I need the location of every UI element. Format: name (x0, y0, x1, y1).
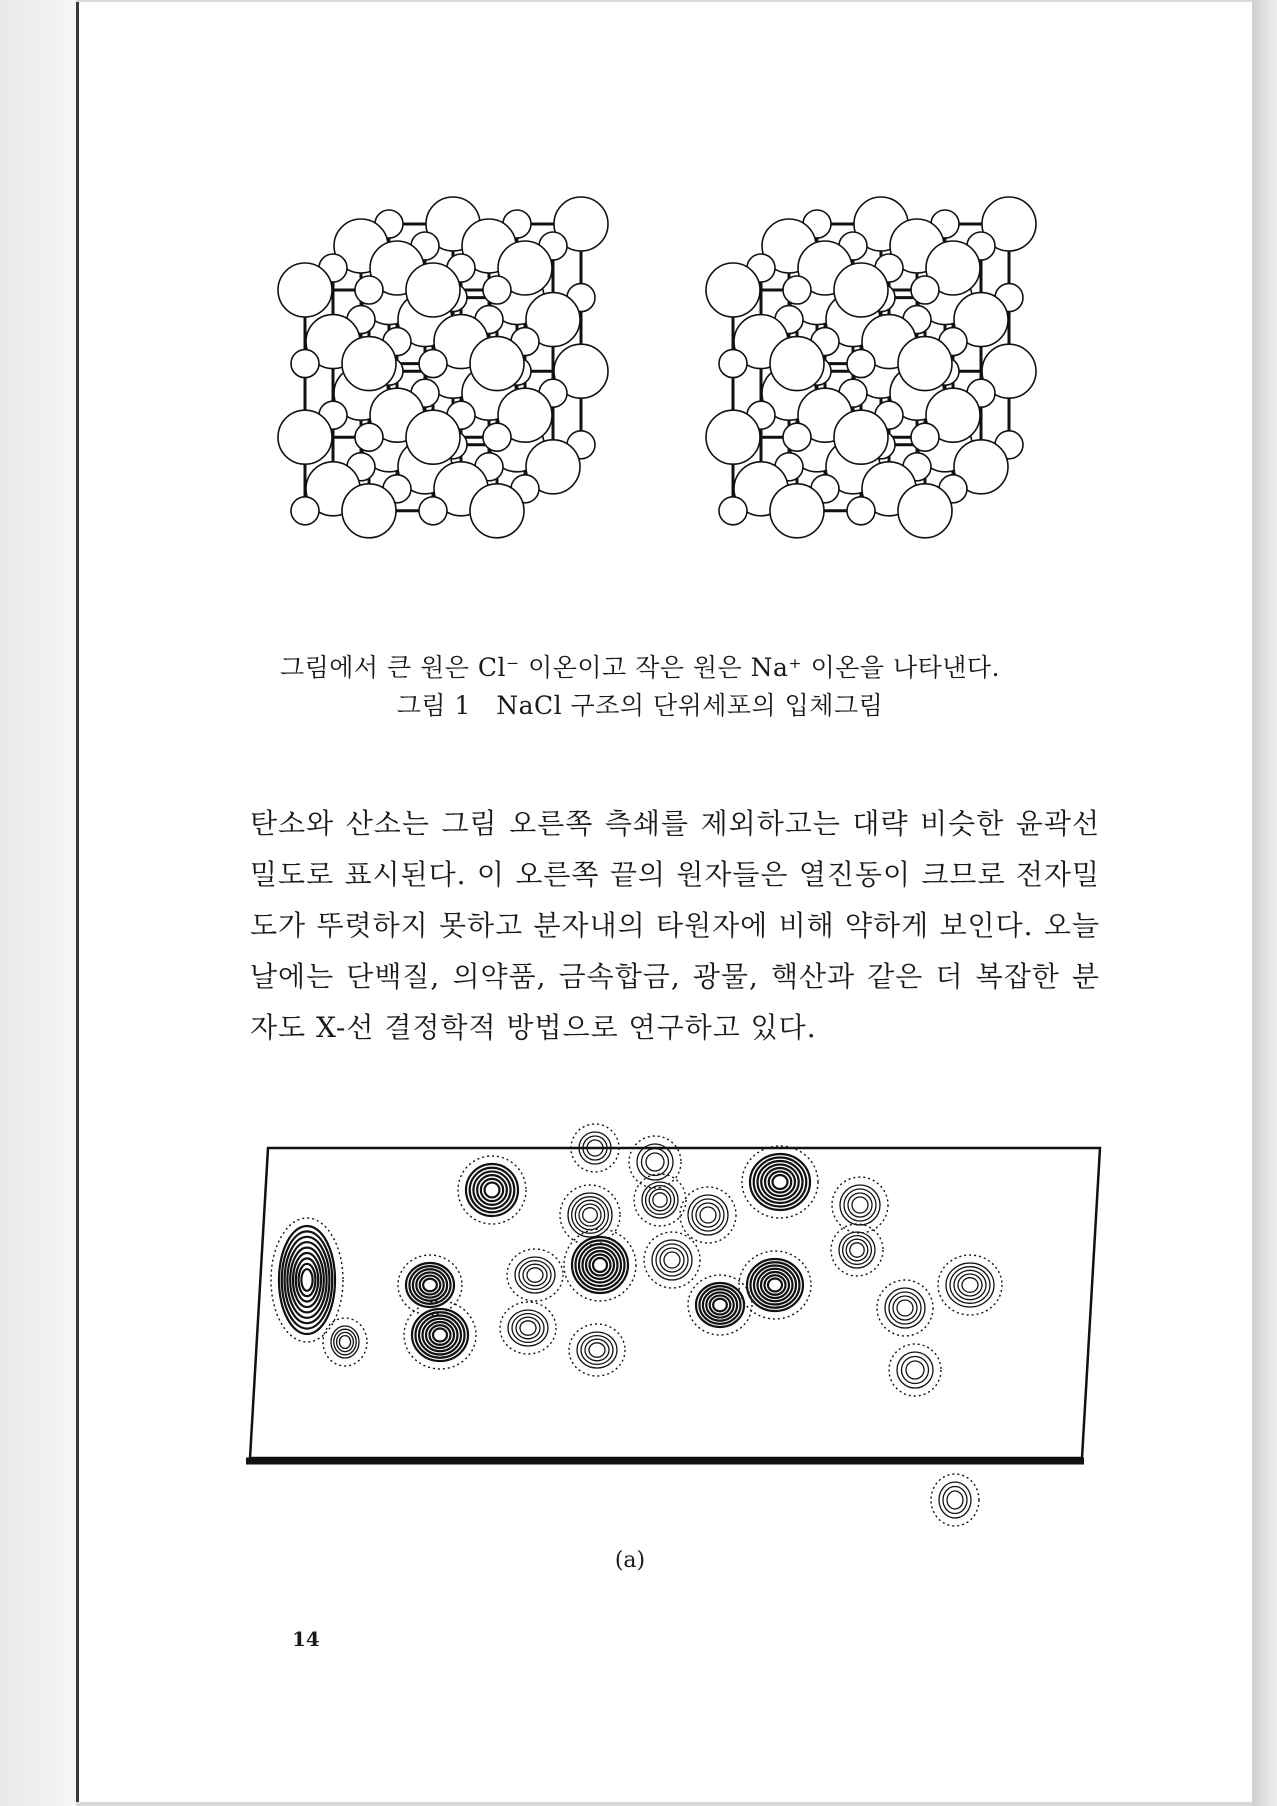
cl-ion (470, 484, 524, 538)
density-contour-outer (560, 1185, 620, 1245)
density-contour (568, 1193, 612, 1237)
density-contour (897, 1352, 933, 1388)
figure-1-caption-line-2: 그림 1 NaCl 구조의 단위세포의 입체그림 (396, 691, 884, 720)
density-contour (750, 1154, 810, 1210)
na-ion (911, 276, 939, 304)
na-ion (419, 350, 447, 378)
density-contour (520, 1321, 536, 1335)
density-contour (527, 1268, 543, 1282)
density-contour (850, 1243, 864, 1257)
density-contour (939, 1482, 971, 1518)
density-contour (589, 1343, 605, 1357)
density-contour (412, 1309, 468, 1361)
density-contour (692, 1199, 724, 1231)
density-contour (646, 1186, 675, 1215)
cl-ion (406, 410, 460, 464)
na-ion (783, 423, 811, 451)
density-contour (423, 1279, 437, 1292)
density-contour (331, 1326, 359, 1358)
density-contour (473, 1171, 510, 1208)
density-contour (577, 1332, 617, 1368)
cl-ion (278, 263, 332, 317)
na-ion (847, 497, 875, 525)
density-contour (512, 1314, 544, 1343)
nacl-lattice-figure (0, 0, 1277, 640)
density-contour (339, 1336, 350, 1349)
density-contour (747, 1259, 803, 1311)
density-contour (962, 1278, 978, 1293)
density-contour (423, 1319, 458, 1352)
density-contour (768, 1279, 782, 1292)
cl-ion (706, 263, 760, 317)
cl-ion (834, 410, 888, 464)
density-contour (485, 1183, 500, 1198)
density-contour (946, 1263, 994, 1307)
density-contour (897, 1300, 913, 1316)
cl-ion (406, 263, 460, 317)
density-contour (703, 1289, 737, 1320)
density-contour (947, 1491, 963, 1509)
density-contour (950, 1267, 990, 1304)
density-contour (954, 1270, 986, 1299)
figure-2-sub-label: (a) (614, 1548, 646, 1573)
density-contour (688, 1195, 728, 1235)
na-ion (847, 350, 875, 378)
na-ion (483, 423, 511, 451)
cl-ion (342, 484, 396, 538)
density-contour-outer (458, 1156, 526, 1224)
density-contour (844, 1189, 876, 1221)
na-ion (355, 423, 383, 451)
density-contour (652, 1240, 692, 1280)
density-contour (293, 1253, 321, 1307)
density-contour (301, 1269, 312, 1291)
density-contour (761, 1165, 799, 1200)
density-contour (593, 1258, 607, 1272)
na-ion (719, 497, 747, 525)
cl-ion (470, 337, 524, 391)
cl-ion (770, 337, 824, 391)
density-contour (664, 1252, 680, 1268)
density-contour (700, 1207, 716, 1223)
density-contour-outer (323, 1318, 367, 1366)
na-ion (783, 276, 811, 304)
na-ion (291, 497, 319, 525)
page-number: 14 (292, 1627, 320, 1651)
cl-ion (898, 484, 952, 538)
density-contour-outer (938, 1255, 1002, 1315)
density-contour (572, 1197, 609, 1234)
na-ion (911, 423, 939, 451)
density-contour (508, 1310, 548, 1346)
density-contour (583, 1208, 598, 1223)
density-contour (656, 1244, 688, 1276)
na-ion (719, 350, 747, 378)
density-contour (572, 1237, 628, 1293)
cl-ion (898, 337, 952, 391)
density-contour (583, 1248, 618, 1283)
cl-ion (706, 410, 760, 464)
density-contour (758, 1269, 793, 1302)
density-contour (885, 1288, 925, 1328)
density-contour (413, 1269, 447, 1300)
density-contour (713, 1299, 727, 1312)
density-contour (515, 1257, 555, 1293)
density-contour (581, 1336, 613, 1365)
density-contour (839, 1232, 875, 1268)
density-contour (653, 1193, 667, 1207)
na-ion (291, 350, 319, 378)
cl-ion (770, 484, 824, 538)
density-contour (843, 1236, 872, 1265)
density-contour (906, 1361, 924, 1379)
density-contour (889, 1292, 921, 1324)
density-contour (840, 1185, 880, 1225)
electron-density-map (0, 1120, 1277, 1540)
density-contour (433, 1329, 447, 1342)
density-contour (575, 1200, 604, 1229)
density-contour (285, 1237, 330, 1323)
nacl-lattice-right (706, 197, 1036, 538)
cl-ion (342, 337, 396, 391)
density-contour (773, 1175, 788, 1189)
cl-ion (834, 263, 888, 317)
body-paragraph: 탄소와 산소는 그림 오른쪽 측쇄를 제외하고는 대략 비슷한 윤곽선 밀도로 표시된다. 이 오른쪽 끝의 원자들은 열진동이 크므로 전자밀도가 뚜렷하지 못하고 분자내의 타원자에 비해 약하게 보인다. 오늘날에는 단백질, 의약품, 금속합금, 광물, 핵산과 같은 더 복잡한 분자도 X-선 결정학적 방법으로 연구하고 있다. (250, 807, 1100, 1044)
na-ion (419, 497, 447, 525)
na-ion (355, 276, 383, 304)
cl-ion (278, 410, 332, 464)
figure-1-caption-line-1: 그림에서 큰 원은 Cl⁻ 이온이고 작은 원은 Na⁺ 이온을 나타낸다. (279, 653, 1001, 682)
density-contour (519, 1261, 551, 1290)
na-ion (483, 276, 511, 304)
density-contour (852, 1197, 868, 1213)
nacl-lattice-left (278, 197, 608, 538)
density-contour (646, 1153, 664, 1171)
